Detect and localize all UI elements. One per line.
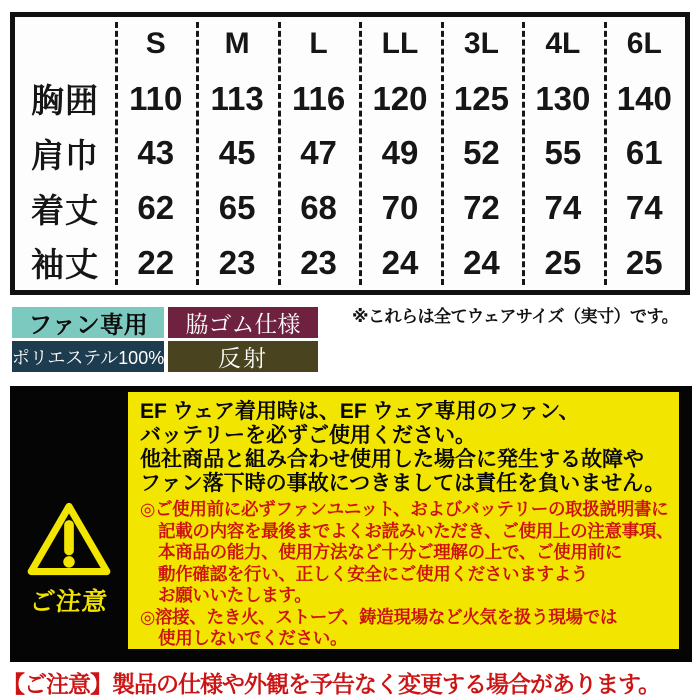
table-value: 70: [381, 189, 419, 227]
caution-text-panel: [128, 392, 679, 649]
wear-size-note: ※これらは全てウェアサイズ（実寸）です。: [352, 307, 679, 326]
table-value: 25: [544, 243, 582, 281]
caution-detail-line: 本商品の能力、使用方法など十分ご理解の上で、ご使用前に: [158, 542, 623, 562]
size-column-header: M: [224, 27, 250, 61]
caution-detail-line: 記載の内容を最後までよくお読みいただき、ご使用上の注意事項、: [158, 520, 674, 541]
row-label-chest: 胸囲: [31, 82, 99, 120]
table-value: 62: [137, 189, 175, 227]
table-value: 55: [544, 134, 582, 172]
table-value: 68: [300, 189, 337, 227]
size-column-header: LL: [381, 27, 419, 61]
column-divider: [522, 22, 525, 285]
size-column-header: 4L: [545, 27, 581, 61]
caution-detail-line: 動作確認を行い、正しく安全にご使用くださいますよう: [158, 563, 588, 584]
size-chart-table: [10, 12, 690, 295]
caution-icon-label: ご注意: [28, 588, 110, 616]
table-value: 45: [218, 134, 256, 172]
table-value: 24: [463, 243, 500, 281]
table-value: 24: [381, 243, 419, 281]
badge-reflective: 反射: [168, 341, 318, 372]
table-value: 22: [137, 243, 175, 281]
table-value: 130: [535, 79, 591, 117]
size-column-header: L: [309, 27, 328, 61]
caution-box: [10, 386, 692, 662]
caution-detail-line: 使用しないでください。: [158, 628, 348, 648]
table-value: 23: [218, 243, 256, 281]
table-value: 25: [625, 243, 663, 281]
feature-badges: [12, 307, 318, 372]
table-value: 72: [463, 189, 500, 227]
table-value: 52: [463, 134, 500, 172]
table-value: 61: [625, 134, 663, 172]
caution-detail-line: ◎ご使用前に必ずファンユニット、およびバッテリーの取扱説明書に: [140, 499, 669, 519]
column-divider: [115, 22, 118, 285]
row-label-shoulder: 肩巾: [31, 136, 99, 174]
table-value: 47: [300, 134, 337, 172]
table-corner-cell: [15, 17, 115, 72]
row-label-body-length: 着丈: [31, 191, 99, 229]
caution-icon-panel: [10, 386, 128, 662]
table-value: 65: [218, 189, 256, 227]
column-divider: [278, 22, 281, 285]
column-divider: [441, 22, 444, 285]
column-divider: [604, 22, 607, 285]
table-value: 120: [372, 79, 428, 117]
badge-side-elastic: 脇ゴム仕様: [168, 307, 318, 338]
badge-polyester-100: ポリエステル100%: [12, 341, 164, 372]
table-value: 23: [300, 243, 337, 281]
caution-detail-line: お願いいたします。: [158, 585, 312, 605]
table-value: 74: [544, 189, 582, 227]
caution-detail-block: [140, 499, 673, 649]
column-divider: [359, 22, 362, 285]
table-value: 140: [616, 79, 672, 117]
table-value: 43: [137, 134, 175, 172]
badge-fan-only: ファン専用: [12, 307, 164, 338]
caution-line: EF ウェア着用時は、EF ウェア専用のファン、: [140, 400, 580, 423]
caution-detail-line: ◎溶接、たき火、ストーブ、鋳造現場など火気を扱う現場では: [140, 606, 618, 627]
table-value: 113: [210, 79, 264, 117]
row-label-sleeve-length: 袖丈: [31, 246, 99, 284]
caution-line: 他社商品と組み合わせ使用した場合に発生する故障や: [140, 448, 644, 471]
table-value: 125: [453, 79, 509, 117]
table-value: 74: [625, 189, 663, 227]
size-column-header: 3L: [463, 27, 499, 61]
size-column-header: S: [145, 27, 166, 61]
warning-triangle-icon: [25, 500, 113, 578]
caution-line: バッテリーを必ずご使用ください。: [140, 424, 476, 447]
size-column-header: 6L: [626, 27, 662, 61]
caution-line: ファン落下時の事故につきましては責任を負いません。: [140, 472, 666, 495]
table-value: 110: [129, 79, 183, 117]
table-value: 116: [291, 79, 346, 117]
column-divider: [196, 22, 199, 285]
footer-disclaimer: 【ご注意】製品の仕様や外観を予告なく変更する場合があります。: [2, 671, 661, 697]
table-value: 49: [381, 134, 419, 172]
